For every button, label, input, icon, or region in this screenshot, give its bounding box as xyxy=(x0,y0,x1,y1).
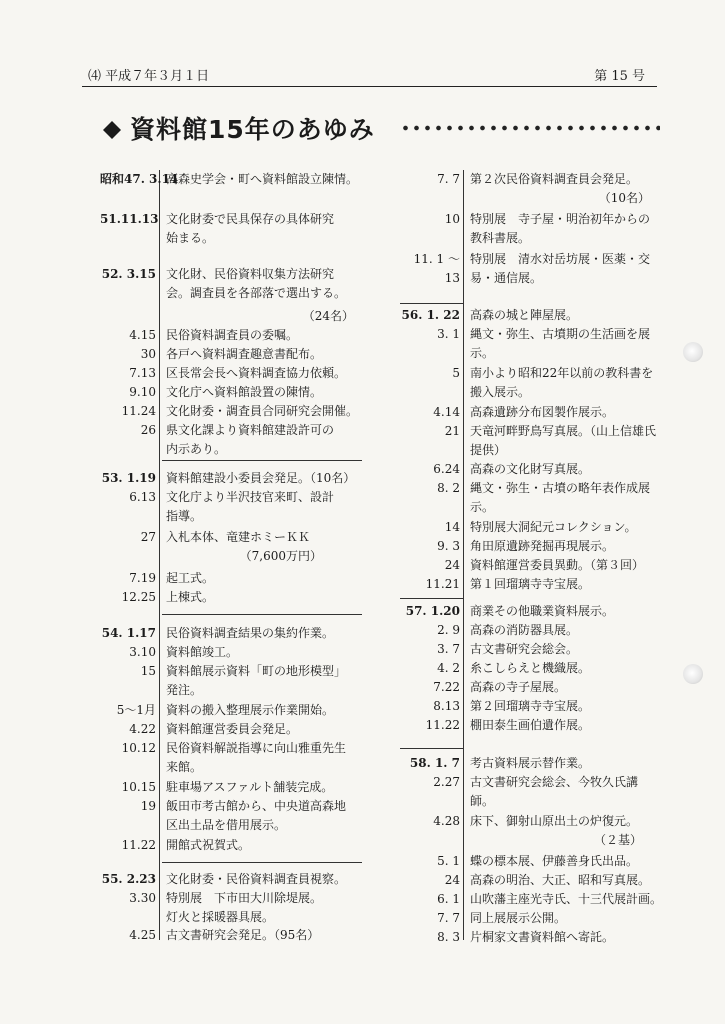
section-divider xyxy=(162,460,362,461)
entry-text: 高森史学会・町へ資料館設立陳情。 xyxy=(166,172,359,186)
timeline-left-column xyxy=(100,170,362,960)
timeline-right-column xyxy=(400,170,662,960)
entry-date: 12.25 xyxy=(121,590,156,604)
entry-date: 58. 1. 7 xyxy=(409,756,460,770)
entry-date: 7.13 xyxy=(129,366,156,380)
entry-text: 民俗資料解説指導に向山雅重先生来館。 xyxy=(166,741,347,774)
entry-date: 4.22 xyxy=(129,722,156,736)
entry-date: 6. 1 xyxy=(437,892,460,906)
entry-text: 資料館竣工。 xyxy=(166,645,239,659)
entry-date: 7.19 xyxy=(129,571,156,585)
entry-date: 11.22 xyxy=(121,838,156,852)
entry-text: 民俗資料調査員の委嘱。 xyxy=(166,328,299,342)
entry-date: 11. 1 〜13 xyxy=(413,252,460,285)
entry-date: 56. 1. 22 xyxy=(401,308,460,322)
entry-text: 特別展 清水対岳坊展・医薬・交易・通信展。 xyxy=(470,252,651,285)
entry-text: 資料の搬入整理展示作業開始。 xyxy=(166,703,335,717)
binder-hole xyxy=(683,664,703,684)
entry-date: 8. 3 xyxy=(437,930,460,944)
entry-date: 4. 2 xyxy=(437,661,460,675)
entry-date: 8. 2 xyxy=(437,481,460,495)
entry-date: 9. 3 xyxy=(437,539,460,553)
entry-text: 資料館運営委員会発足。 xyxy=(166,722,299,736)
entry-date: 5 xyxy=(452,366,460,380)
entry-date: 57. 1.20 xyxy=(405,604,460,618)
entry-text: 南小より昭和22年以前の教科書を搬入展示。 xyxy=(470,366,654,399)
entry-date: 7. 7 xyxy=(437,911,460,925)
entry-text: 特別展大洞紀元コレクション。 xyxy=(470,520,637,534)
decorative-dot-border xyxy=(400,122,660,134)
entry-text: 床下、御射山原出土の炉復元。 xyxy=(470,814,639,828)
entry-text: 古文書研究会発足。（95名） xyxy=(166,928,320,942)
entry-date: 9.10 xyxy=(129,385,156,399)
entry-text: 開館式祝賀式。 xyxy=(166,838,251,852)
entry-date: 5〜1月 xyxy=(116,703,156,717)
entry-text: 棚田泰生画伯遺作展。 xyxy=(470,718,591,732)
entry-date: 10.15 xyxy=(121,780,156,794)
entry-date: 11.24 xyxy=(121,404,156,418)
entry-text: 縄文・弥生、古墳期の生活画を展示。 xyxy=(470,327,651,360)
entry-text: 駐車場アスファルト舗装完成。 xyxy=(166,780,334,794)
entry-text: 考古資料展示替作業。 xyxy=(470,756,591,770)
entry-date: 6.24 xyxy=(433,462,460,476)
entry-text: 文化財、民俗資料収集方法研究会。調査員を各部落で選出する。 xyxy=(166,267,347,300)
entry-date: 24 xyxy=(444,873,460,887)
entry-text: 蝶の標本展、伊藤善身氏出品。 xyxy=(470,854,639,868)
section-divider xyxy=(400,303,464,304)
entry-date: 52. 3.15 xyxy=(101,267,156,281)
entry-date: 51.11.13 xyxy=(100,212,159,226)
entry-text: 高森の文化財写真展。 xyxy=(470,462,591,476)
entry-text: 角田原遺跡発掘再現展示。 xyxy=(470,539,615,553)
entry-text: 片桐家文書資料館へ寄託。 xyxy=(470,930,615,944)
entry-text: 起工式。 xyxy=(166,571,215,585)
diamond-icon xyxy=(102,120,122,140)
entry-date: 10 xyxy=(444,212,460,226)
entry-date: 11.21 xyxy=(425,577,460,591)
entry-text: 特別展 寺子屋・明治初年からの教科書展。 xyxy=(470,212,651,245)
entry-date: 53. 1.19 xyxy=(101,471,156,485)
entry-text: 古文書研究会総会、今牧久氏講師。 xyxy=(470,775,639,808)
entry-text: 文化財委・調査員合同研究会開催。 xyxy=(166,404,359,418)
entry-date: 4.15 xyxy=(129,328,156,342)
section-divider xyxy=(162,862,362,863)
entry-text: 高森の寺子屋展。 xyxy=(470,680,567,694)
section-divider xyxy=(162,614,362,615)
entry-date: 5. 1 xyxy=(437,854,460,868)
entry-text: 飯田市考古館から、中央道高森地区出土品を借用展示。 xyxy=(166,799,347,832)
entry-date: 30 xyxy=(140,347,156,361)
entry-text: 高森の消防器具展。 xyxy=(470,623,579,637)
entry-date: 3.10 xyxy=(129,645,156,659)
entry-text: 文化庁へ資料館設置の陳情。 xyxy=(166,385,323,399)
entry-date: 19 xyxy=(140,799,156,813)
binder-hole xyxy=(683,342,703,362)
entry-text: 各戸へ資料調査趣意書配布。 xyxy=(166,347,323,361)
entry-text: 民俗資料調査結果の集約作業。 xyxy=(166,626,335,640)
entry-date: 15 xyxy=(140,664,156,678)
entry-note: （10名） xyxy=(598,191,650,205)
entry-text: 古文書研究会総会。 xyxy=(470,642,579,656)
entry-text: 同上展展示公開。 xyxy=(470,911,567,925)
entry-text: 区長常会長へ資料調査協力依頼。 xyxy=(166,366,347,380)
entry-date: 7. 7 xyxy=(437,172,460,186)
entry-date: 2.27 xyxy=(433,775,460,789)
entry-note: （24名） xyxy=(302,309,354,323)
section-divider xyxy=(400,598,464,599)
entry-date: 6.13 xyxy=(129,490,156,504)
entry-text: 文化財委で民具保存の具体研究始まる。 xyxy=(166,212,335,245)
entry-text: 高森遺跡分布図製作展示。 xyxy=(470,405,615,419)
section-divider xyxy=(400,748,464,749)
entry-text: 資料館運営委員異動。（第３回） xyxy=(470,558,645,572)
entry-date: 4.28 xyxy=(433,814,460,828)
entry-date: 3. 1 xyxy=(437,327,460,341)
entry-date: 3. 7 xyxy=(437,642,460,656)
entry-text: 第２次民俗資料調査員会発足。 xyxy=(470,172,639,186)
entry-date: 4.25 xyxy=(129,928,156,942)
entry-text: 第１回瑠璃寺寺宝展。 xyxy=(470,577,591,591)
entry-date: 2. 9 xyxy=(437,623,460,637)
entry-date: 昭和47. 3.14 xyxy=(100,172,179,186)
entry-text: 天竜河畔野鳥写真展。（山上信雄氏提供） xyxy=(470,424,657,457)
issue-number: 第 15 号 xyxy=(594,69,645,84)
entry-date: 26 xyxy=(140,423,156,437)
entry-text: 文化財委・民俗資料調査員視察。 xyxy=(166,872,347,886)
entry-note: （7,600万円） xyxy=(239,549,322,563)
entry-date: 55. 2.23 xyxy=(101,872,156,886)
entry-text: 入札本体、竜建ホミーＫＫ xyxy=(166,530,311,544)
entry-date: 27 xyxy=(140,530,156,544)
page-title: 資料館15年のあゆみ xyxy=(130,115,375,144)
entry-date: 24 xyxy=(444,558,460,572)
entry-text: 第２回瑠璃寺寺宝展。 xyxy=(470,699,591,713)
issue-date: ⑷ 平成７年３月１日 xyxy=(88,69,210,84)
entry-date: 11.22 xyxy=(425,718,460,732)
entry-text: 県文化課より資料館建設許可の内示あり。 xyxy=(166,423,335,456)
page-header xyxy=(82,62,657,87)
entry-text: 上棟式。 xyxy=(166,590,215,604)
entry-date: 21 xyxy=(444,424,460,438)
entry-text: 山吹藩主座光寺氏、十三代展計画。 xyxy=(470,892,663,906)
entry-text: 高森の城と陣屋展。 xyxy=(470,308,579,322)
title-row xyxy=(100,108,660,148)
entry-text: 高森の明治、大正、昭和写真展。 xyxy=(470,873,651,887)
entry-text: 商業その他職業資料展示。 xyxy=(470,604,615,618)
entry-date: 4.14 xyxy=(433,405,460,419)
entry-date: 7.22 xyxy=(433,680,460,694)
entry-date: 54. 1.17 xyxy=(101,626,156,640)
entry-note: （２基） xyxy=(593,833,642,847)
entry-text: 資料館展示資料「町の地形模型」発注。 xyxy=(166,664,347,697)
entry-text: 特別展 下市田大川除堤展。 灯火と採暖器具展。 xyxy=(166,891,353,924)
entry-text: 資料館建設小委員会発足。（10名） xyxy=(166,471,356,485)
entry-text: 糸こしらえと機織展。 xyxy=(470,661,591,675)
entry-date: 14 xyxy=(444,520,460,534)
entry-text: 文化庁より半沢技官来町、設計指導。 xyxy=(166,490,335,523)
entry-date: 8.13 xyxy=(433,699,460,713)
entry-text: 縄文・弥生・古墳の略年表作成展示。 xyxy=(470,481,651,514)
entry-date: 3.30 xyxy=(129,891,156,905)
entry-date: 10.12 xyxy=(121,741,156,755)
